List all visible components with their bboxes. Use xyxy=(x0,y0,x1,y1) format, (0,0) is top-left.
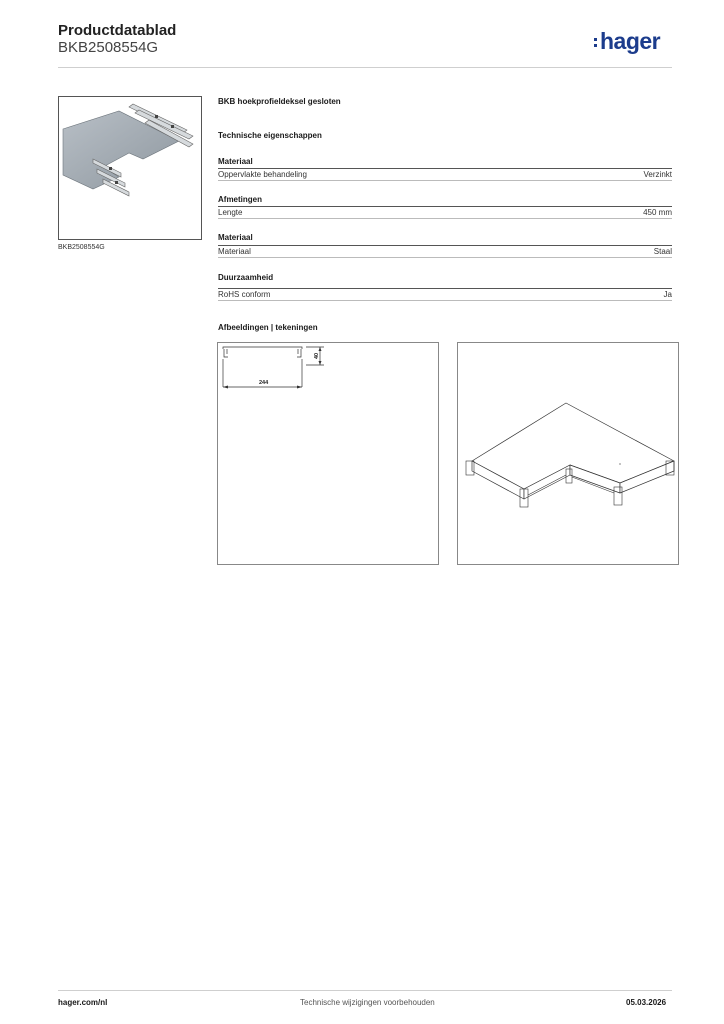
footer-date: 05.03.2026 xyxy=(626,998,667,1007)
product-name: BKB hoekprofieldeksel gesloten xyxy=(218,97,341,106)
corner-cover-drawing xyxy=(458,343,678,564)
footer-note: Technische wijzigingen voorbehouden xyxy=(300,998,435,1007)
property-key: Materiaal xyxy=(218,247,251,256)
section-title: Materiaal xyxy=(218,233,253,242)
section-title: Duurzaamheid xyxy=(218,273,274,282)
drawings-heading: Afbeeldingen | tekeningen xyxy=(218,323,318,332)
cross-section-drawing xyxy=(218,343,438,564)
product-photo xyxy=(58,96,202,240)
photo-caption: BKB2508554G xyxy=(58,244,105,251)
property-key: RoHS conform xyxy=(218,290,271,299)
property-key: Lengte xyxy=(218,208,243,217)
height-dimension-label: 40 xyxy=(314,352,320,359)
width-dimension-label: 244 xyxy=(259,380,269,386)
logo-text: hager xyxy=(600,28,661,54)
hager-logo xyxy=(594,28,660,55)
dimension-drawing xyxy=(217,342,439,565)
isometric-drawing xyxy=(457,342,679,565)
section-title: Afmetingen xyxy=(218,195,262,204)
property-value: Ja xyxy=(663,290,672,299)
section-title: Materiaal xyxy=(218,157,253,166)
page-title: Productdatablad xyxy=(58,22,177,39)
property-value: Verzinkt xyxy=(643,170,672,179)
header-divider xyxy=(58,67,672,68)
product-code: BKB2508554G xyxy=(58,39,159,56)
property-value: 450 mm xyxy=(643,208,672,217)
technical-properties-heading: Technische eigenschappen xyxy=(218,131,322,140)
logo-dots-icon xyxy=(594,38,598,47)
property-row xyxy=(218,168,672,181)
property-row xyxy=(218,288,672,301)
property-key: Oppervlakte behandeling xyxy=(218,170,307,179)
product-photo-illustration xyxy=(59,97,201,239)
property-row xyxy=(218,245,672,258)
property-value: Staal xyxy=(653,247,672,256)
property-row xyxy=(218,206,672,219)
footer-divider xyxy=(58,990,672,991)
footer-url[interactable]: hager.com/nl xyxy=(58,998,108,1007)
